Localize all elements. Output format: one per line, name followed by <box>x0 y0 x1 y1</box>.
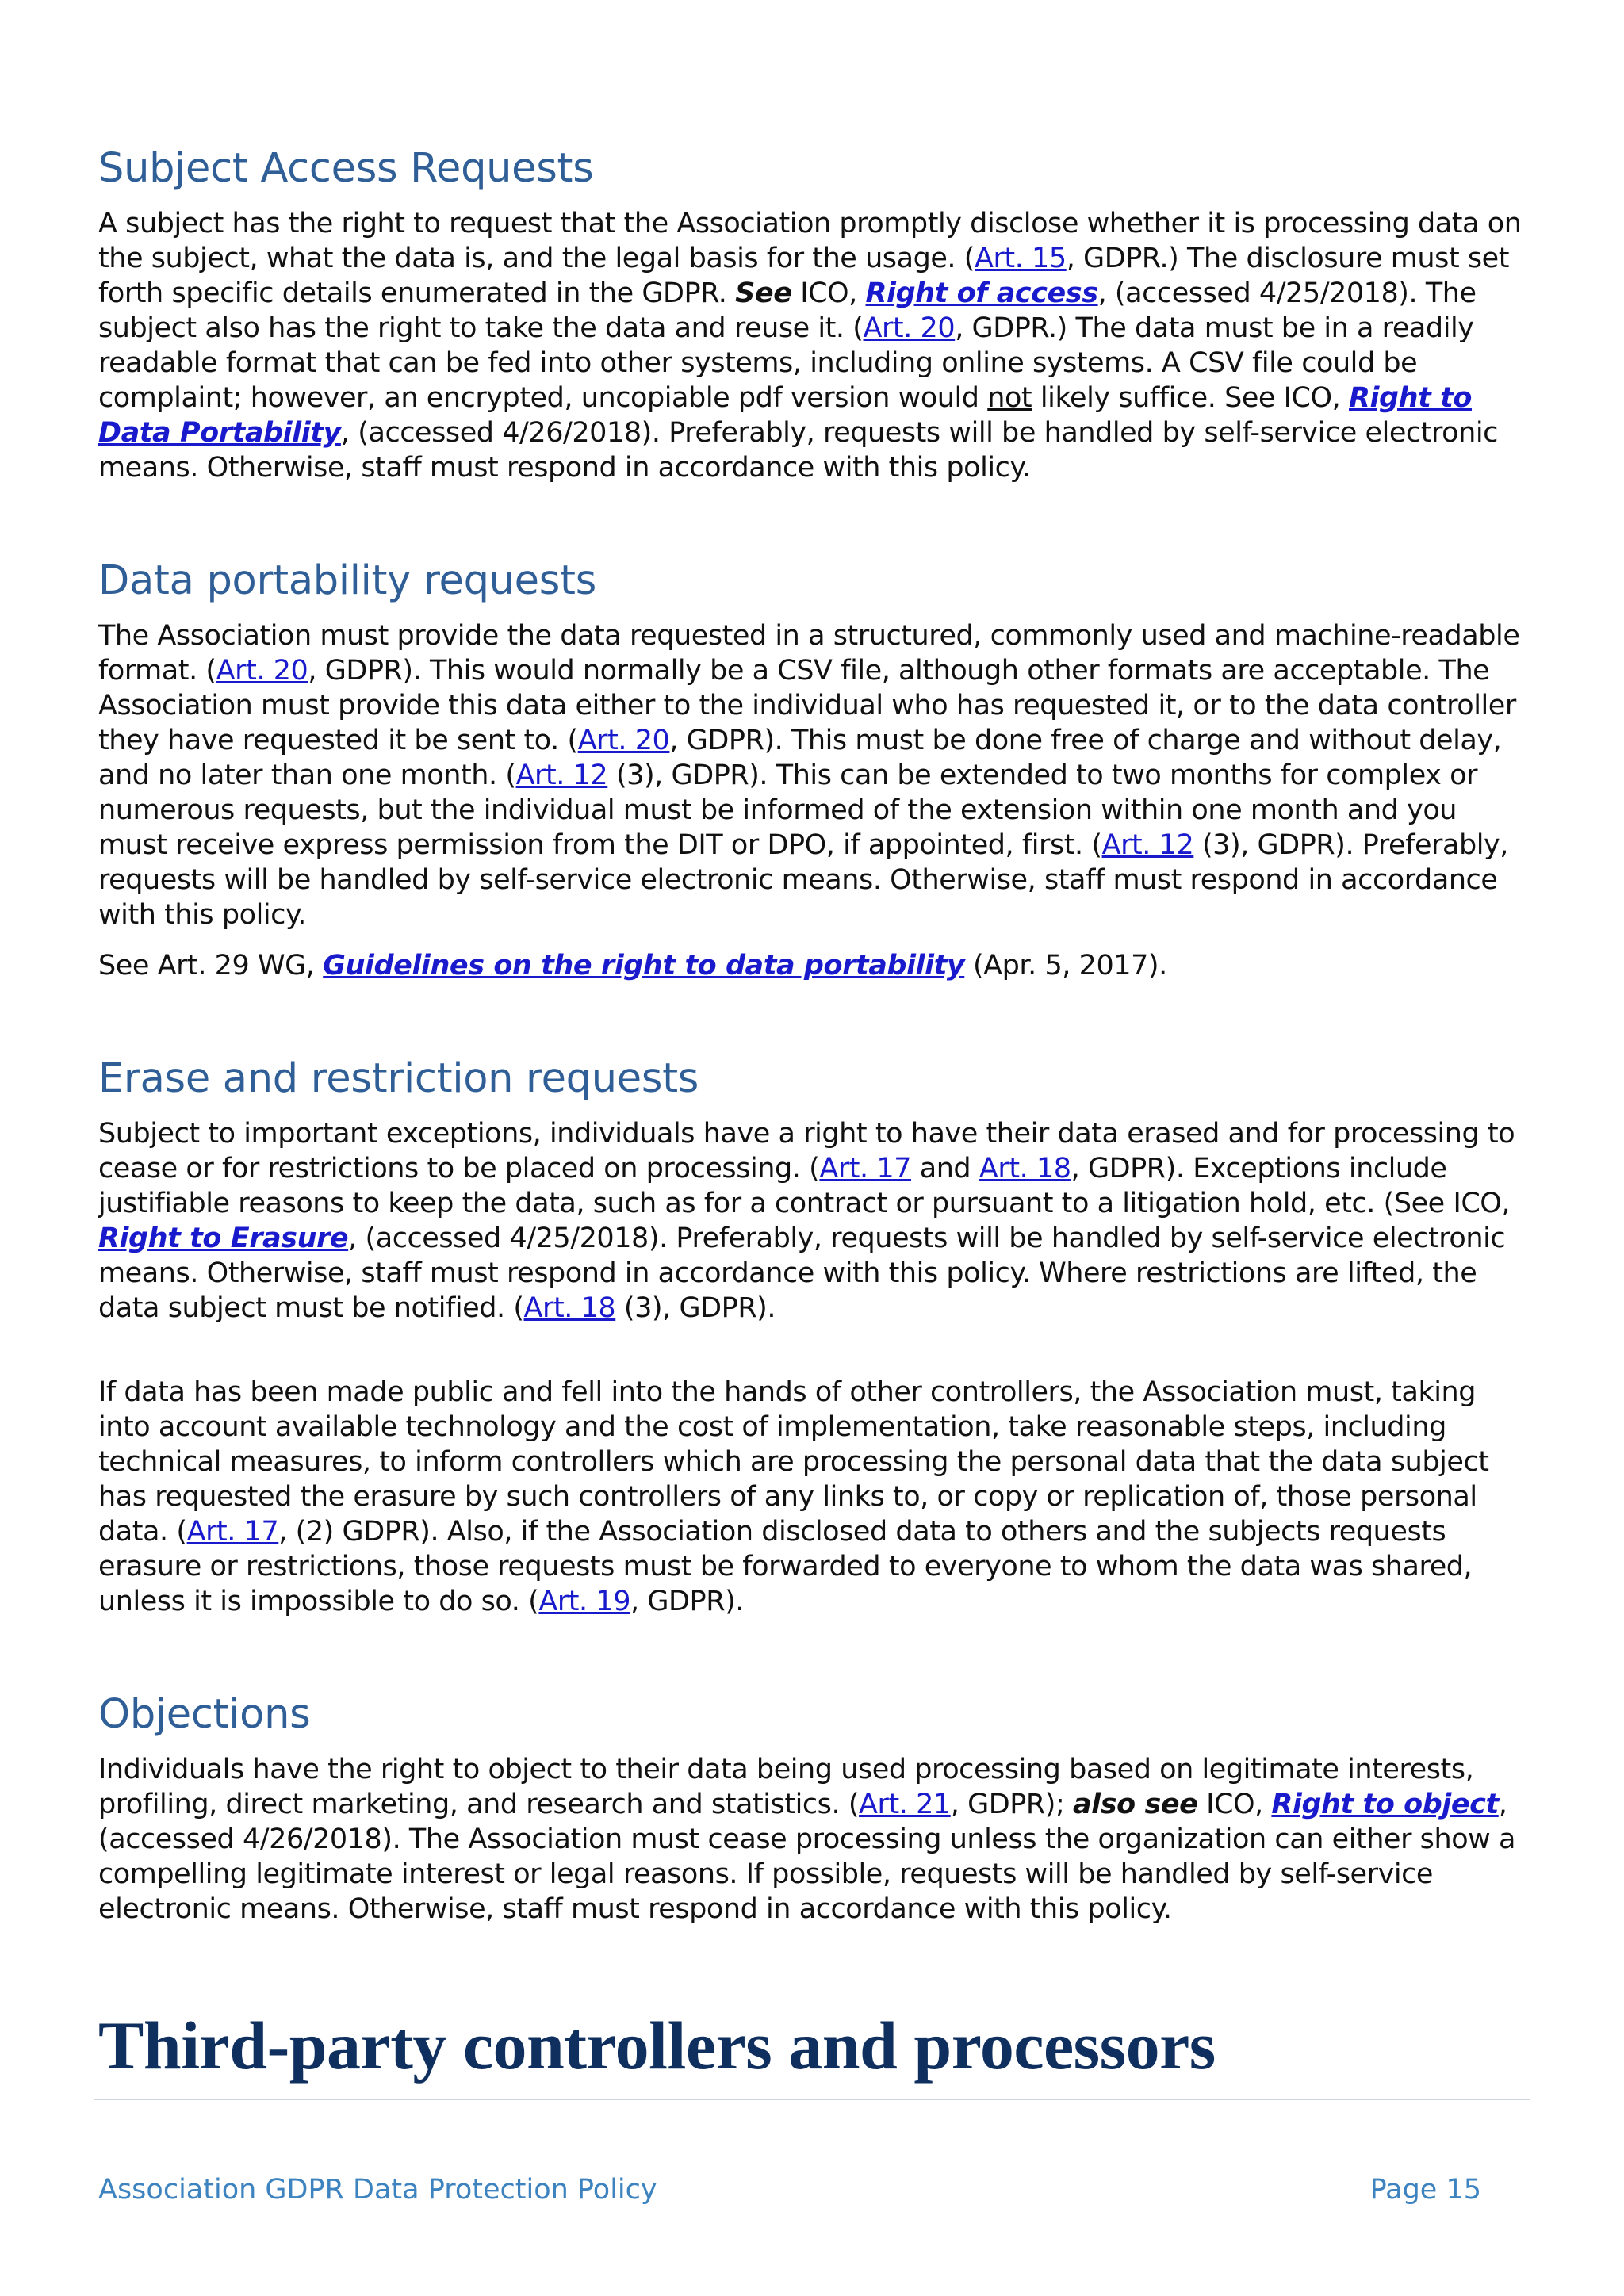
text-run: If data has been made public and fell into the hands of other controllers, the Association must, taking into account available technology and the cost of implementation, take reasonable steps, including technical measures, to inform controllers which are processing the personal data that the data subject has requested the erasure by such controllers of any links to, or copy or replication of, those personal data. ( <box>98 1376 1489 1548</box>
text-run: , (2) GDPR). Also, if the Association disclosed data to others and the subjects requests erasure or restrictions, those requests must be forwarded to everyone to whom the data was shared, unless it is impossible to do so. ( <box>98 1516 1473 1617</box>
page-content <box>98 144 1526 1942</box>
body-paragraph <box>98 948 1526 983</box>
section-spacer <box>98 501 1526 557</box>
text-run: ICO, <box>791 277 866 309</box>
text-run: , (accessed 4/25/2018). Preferably, requests will be handled by self-service electronic means. Otherwise, staff must respond in accordance with this policy. Where restrictions are lifted, the data subject must be notified. ( <box>98 1223 1506 1324</box>
article-link[interactable]: Art. 12 <box>515 760 608 791</box>
text-run: Subject to important exceptions, individuals have a right to have their data erased and for processing to cease or for restrictions to be placed on processing. ( <box>98 1118 1515 1184</box>
body-paragraph <box>98 1375 1526 1619</box>
underlined-text: not <box>987 382 1032 414</box>
section-heading: Erase and restriction requests <box>98 1055 699 1102</box>
text-run: , (accessed 4/26/2018). Preferably, requests will be handled by self-service electronic means. Otherwise, staff must respond in accordance with this policy. <box>98 417 1498 484</box>
article-link[interactable]: Art. 20 <box>863 312 956 344</box>
text-run: A subject has the right to request that the Association promptly disclose whether it is processing data on the subject, what the data is, and the legal basis for the usage. ( <box>98 208 1522 274</box>
footer-document-title: Association GDPR Data Protection Policy <box>98 2174 657 2206</box>
article-link[interactable]: Art. 17 <box>819 1153 912 1184</box>
body-paragraph <box>98 206 1526 485</box>
article-link[interactable]: Art. 17 <box>186 1516 279 1548</box>
reference-link[interactable]: Right of access <box>865 277 1098 309</box>
text-run: ICO, <box>1197 1789 1272 1820</box>
text-run: , GDPR); <box>950 1789 1074 1820</box>
text-run: , GDPR). <box>630 1586 744 1617</box>
text-run: Individuals have the right to object to their data being used processing based on legitimate interests, profiling, direct marketing, and research and statistics. ( <box>98 1754 1474 1820</box>
article-link[interactable]: Art. 18 <box>523 1292 616 1324</box>
article-link[interactable]: Art. 21 <box>859 1789 951 1820</box>
article-link[interactable]: Art. 18 <box>979 1153 1071 1184</box>
emphasis-text: See <box>735 277 792 309</box>
major-heading: Third-party controllers and processors <box>98 2007 1216 2084</box>
text-run: (Apr. 5, 2017). <box>964 950 1167 982</box>
emphasis-text: also see <box>1073 1789 1198 1820</box>
text-run: (3), GDPR). <box>615 1292 776 1324</box>
section-heading: Subject Access Requests <box>98 145 594 192</box>
text-run: (3), GDPR). Preferably, requests will be handled by self-service electronic means. Otherwise, staff must respond in accordance with this policy. <box>98 829 1508 931</box>
text-run: (3), GDPR). This can be extended to two months for complex or numerous requests, but the individual must be informed of the extension within one month and you must receive express permission from the DIT or DPO, if appointed, first. ( <box>98 760 1478 861</box>
section-erase-and-restriction-requests <box>98 1054 1526 1619</box>
body-paragraph <box>98 618 1526 932</box>
text-run: , (accessed 4/26/2018). The Association must cease processing unless the organization can either show a compelling legitimate interest or legal reasons. If possible, requests will be handled by self-service electronic means. Otherwise, staff must respond in accordance with this policy. <box>98 1789 1516 1925</box>
text-run: The Association must provide the data requested in a structured, commonly used and machine-readable format. ( <box>98 620 1520 687</box>
text-run: See Art. 29 WG, <box>98 950 324 982</box>
article-link[interactable]: Art. 20 <box>577 725 670 756</box>
paragraph-spacer <box>98 1341 1526 1375</box>
section-spacer <box>98 999 1526 1054</box>
section-data-portability-requests <box>98 557 1526 983</box>
article-link[interactable]: Art. 19 <box>538 1586 631 1617</box>
text-run: , GDPR). Exceptions include justifiable reasons to keep the data, such as for a contract or pursuant to a litigation hold, etc. (See ICO, <box>98 1153 1511 1219</box>
text-run: and <box>911 1153 979 1184</box>
article-link[interactable]: Art. 15 <box>975 243 1067 274</box>
article-link[interactable]: Art. 20 <box>216 655 308 687</box>
text-run: , GDPR). This would normally be a CSV file, although other formats are acceptable. The Association must provide this data either to the individual who has requested it, or to the data controller they have requested it be sent to. ( <box>98 655 1516 756</box>
reference-link[interactable]: Right to object <box>1271 1789 1499 1820</box>
section-heading: Objections <box>98 1691 311 1738</box>
body-paragraph <box>98 1752 1526 1927</box>
body-paragraph <box>98 1116 1526 1326</box>
reference-link[interactable]: Right to Data Portability <box>98 382 1473 449</box>
section-spacer <box>98 1635 1526 1690</box>
section-subject-access-requests <box>98 144 1526 485</box>
article-link[interactable]: Art. 12 <box>1101 829 1194 861</box>
text-run: , (accessed 4/25/2018). The subject also has the right to take the data and reuse it. ( <box>98 277 1477 344</box>
text-run: , GDPR). This must be done free of charge and without delay, and no later than one month. ( <box>98 725 1502 791</box>
text-run: likely suffice. See ICO, <box>1032 382 1349 414</box>
reference-link[interactable]: Right to Erasure <box>98 1223 349 1254</box>
reference-link[interactable]: Guidelines on the right to data portability <box>323 950 965 982</box>
section-heading: Data portability requests <box>98 557 596 604</box>
footer-page-number: Page 15 <box>1369 2174 1481 2206</box>
text-run: , GDPR.) The disclosure must set forth specific details enumerated in the GDPR. <box>98 243 1510 309</box>
heading-divider <box>94 2099 1530 2100</box>
text-run: , GDPR.) The data must be in a readily readable format that can be fed into other systems, including online systems. A CSV file could be complaint; however, an encrypted, uncopiable pdf version would <box>98 312 1474 414</box>
section-objections <box>98 1690 1526 1927</box>
